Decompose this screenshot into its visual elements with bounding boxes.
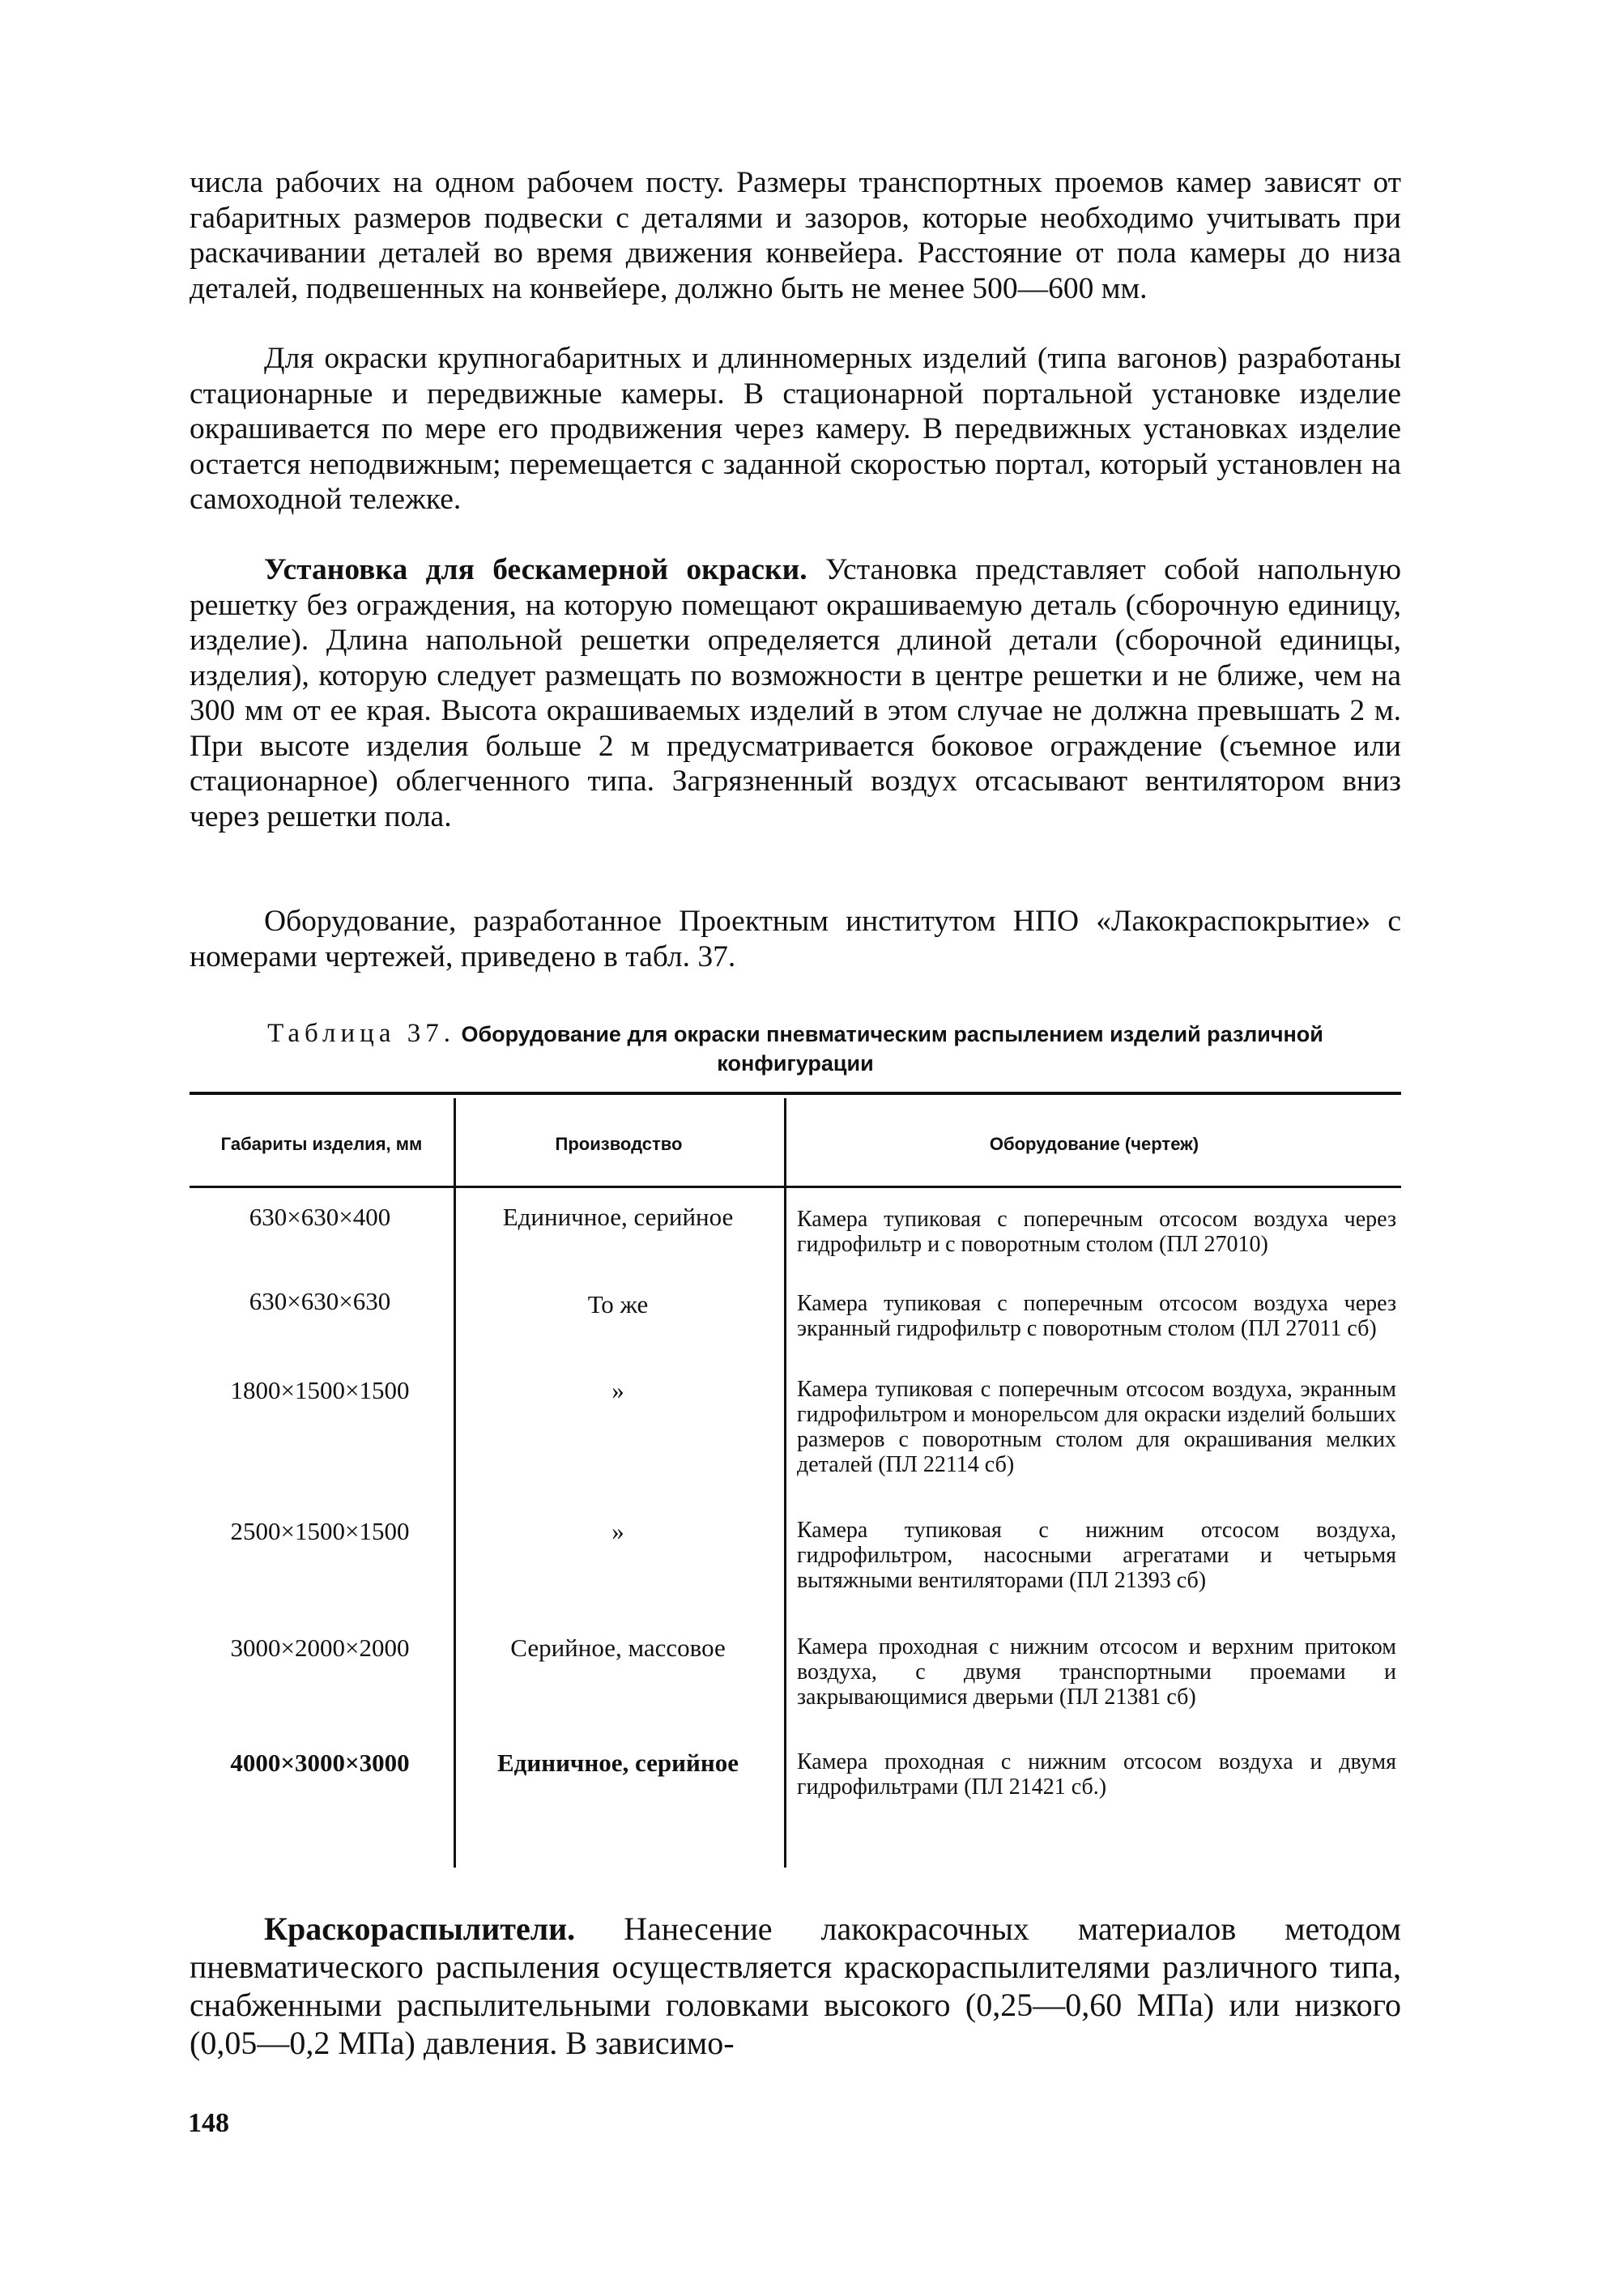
table-row-5-production: Серийное, массовое bbox=[510, 1634, 726, 1662]
table-row-1-equipment: Камера тупиковая с поперечным отсосом воздуха через гидрофильтр и с поворотным столом (ПЛ 27010) bbox=[797, 1207, 1396, 1257]
table-header-rule bbox=[190, 1186, 1401, 1188]
table-row-5-equipment: Камера проходная с нижним отсосом и верхним притоком воздуха, с двумя транспортными проемами и закрывающимися дверьми (ПЛ 21381 сб) bbox=[797, 1634, 1396, 1710]
column-divider-1 bbox=[454, 1098, 456, 1868]
table-row-4-equipment: Камера тупиковая с нижним отсосом воздуха, гидрофильтром, насосными агрегатами и четырьмя вытяжными вентиляторами (ПЛ 21393 сб) bbox=[797, 1518, 1396, 1593]
paragraph-5 bbox=[190, 1910, 1401, 2062]
table-row-3-production: » bbox=[611, 1376, 624, 1404]
paragraph-5-text bbox=[190, 1910, 1401, 2062]
table-row-1-production: Единичное, серийное bbox=[502, 1203, 734, 1231]
table-caption-lead: Таблица 37. bbox=[267, 1019, 455, 1048]
table-top-rule bbox=[190, 1092, 1401, 1095]
paragraph-4-text: Оборудование, разработанное Проектным институтом НПО «Лакокраспокрытие» с номерами чертежей, приведено в табл. 37. bbox=[190, 905, 1401, 973]
header-size: Габариты изделия, мм bbox=[220, 1134, 423, 1154]
table-caption bbox=[190, 1019, 1401, 1078]
table-caption-text: Оборудование для окраски пневматическим распылением изделий различной конфигурации bbox=[461, 1022, 1323, 1076]
table-row-1-size: 630×630×400 bbox=[249, 1203, 391, 1231]
header-equipment: Оборудование (чертеж) bbox=[989, 1134, 1199, 1154]
paragraph-3 bbox=[190, 552, 1401, 834]
table-row-2-size: 630×630×630 bbox=[249, 1287, 391, 1315]
table-row-6-production: Единичное, серийное bbox=[496, 1749, 739, 1777]
paragraph-2-text: Для окраски крупногабаритных и длинномерных изделий (типа вагонов) разработаны стационарные и передвижные камеры. В стационарной портальной установке изделие окрашивается по мере его продвижения через камеру. В передвижных установках изделие остается неподвижным; перемещается с заданной скоростью портал, который установлен на самоходной тележке. bbox=[190, 342, 1401, 516]
table-row-2-equipment: Камера тупиковая с поперечным отсосом воздуха через экранный гидрофильтр с поворотным столом (ПЛ 27011 сб) bbox=[797, 1291, 1396, 1341]
paragraph-1-text: числа рабочих на одном рабочем посту. Размеры транспортных проемов камер зависят от габаритных размеров подвески с деталями и зазоров, которые необходимо учитывать при раскачивании деталей во время движения конвейера. Расстояние от пола камеры до низа деталей, подвешенных на конвейере, должно быть не менее 500—600 мм. bbox=[190, 166, 1401, 305]
paragraph-5-body: Нанесение лакокрасочных материалов методом пневматического распыления осуществляется краскораспылителями различного типа, снабженными распылительными головками высокого (0,25—0,60 МПа) или низкого (0,05—0,2 МПа) давления. В зависимо- bbox=[190, 1910, 1401, 2061]
table-row-3-equipment: Камера тупиковая с поперечным отсосом воздуха, экранным гидрофильтром и монорельсом для окраски изделий больших размеров с поворотным столом для окрашивания мелких деталей (ПЛ 22114 сб) bbox=[797, 1377, 1396, 1477]
paragraph-2 bbox=[190, 341, 1401, 518]
paragraph-3-body: Установка представляет собой напольную решетку без ограждения, на которую помещают окрашиваемую деталь (сборочную единицу, изделие). Длина напольной решетки определяется длиной детали (сборочной единицы, изделия), которую следует размещать по возможности в центре решетки и не ближе, чем на 300 мм от ее края. Высота окрашиваемых изделий в этом случае не должна превышать 2 м. При высоте изделия больше 2 м предусматривается боковое ограждение (съемное или стационарное) облегченного типа. Загрязненный воздух отсасывают вентилятором вниз через решетки пола. bbox=[190, 553, 1401, 833]
table-row-6-equipment: Камера проходная с нижним отсосом воздуха и двумя гидрофильтрами (ПЛ 21421 сб.) bbox=[797, 1749, 1396, 1800]
equipment-table bbox=[190, 1092, 1401, 1874]
table-row-4-production: » bbox=[611, 1517, 624, 1545]
paragraph-3-text bbox=[190, 552, 1401, 834]
table-row-2-production: То же bbox=[587, 1290, 649, 1318]
table-row-5-size: 3000×2000×2000 bbox=[230, 1634, 410, 1662]
table-row-4-size: 2500×1500×1500 bbox=[230, 1517, 410, 1545]
paragraph-4 bbox=[190, 904, 1401, 974]
run-in-heading-installation: Установка для бескамерной окраски. bbox=[264, 553, 807, 586]
page-number: 148 bbox=[188, 2108, 229, 2138]
run-in-heading-sprayers: Краскораспылители. bbox=[264, 1910, 576, 1947]
paragraph-1 bbox=[190, 165, 1401, 306]
column-divider-2 bbox=[784, 1098, 786, 1868]
table-row-3-size: 1800×1500×1500 bbox=[230, 1376, 410, 1404]
table-row-6-size: 4000×3000×3000 bbox=[230, 1749, 410, 1777]
header-production: Производство bbox=[555, 1134, 683, 1154]
